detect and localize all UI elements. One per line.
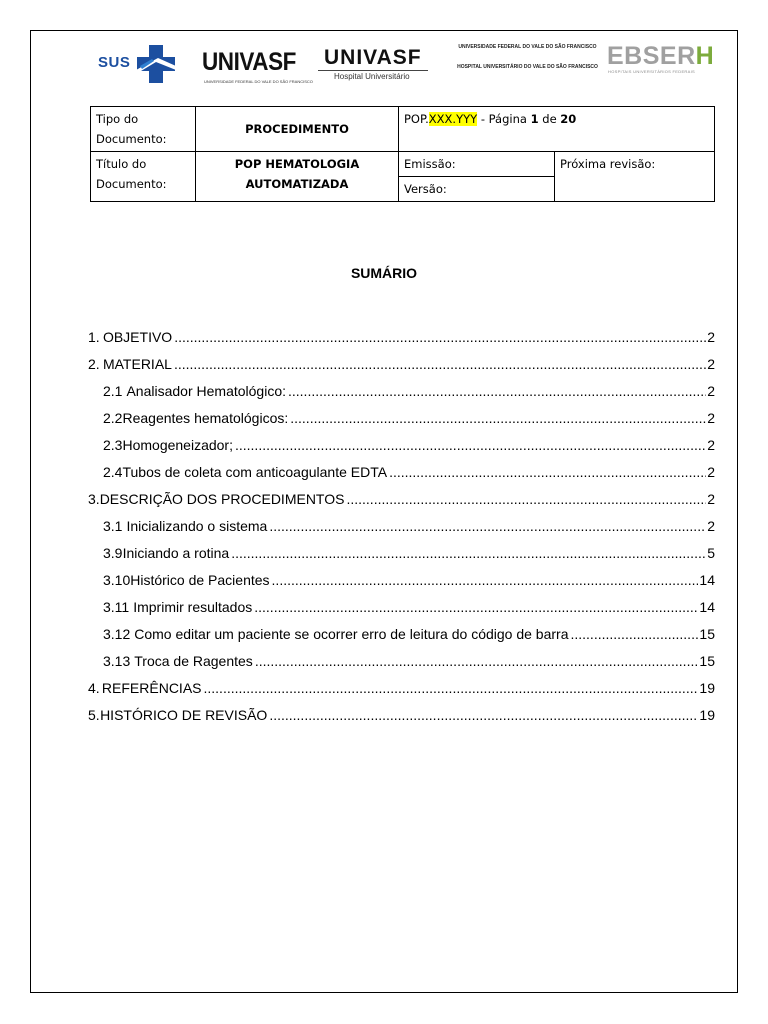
toc-leader — [389, 459, 706, 486]
toc-item[interactable] — [88, 675, 715, 702]
toc-item-number: 2.2 — [103, 410, 123, 426]
ebserh-logo-main: EBSER — [607, 42, 696, 70]
versao-label: Versão: — [399, 177, 555, 202]
toc-item-label: Histórico de Pacientes — [130, 572, 270, 588]
ebserh-logo-subtitle: HOSPITAIS UNIVERSITÁRIOS FEDERAIS — [608, 69, 695, 74]
toc-item-label: Iniciando a rotina — [122, 545, 230, 561]
toc-item-label: Homogeneizador; — [122, 437, 233, 453]
toc-leader — [288, 378, 706, 405]
toc-item-number: 5. — [88, 707, 100, 723]
titulo-value — [196, 152, 399, 202]
toc-leader — [174, 324, 706, 351]
institution-line-2: HOSPITAL UNIVERSITÁRIO DO VALE DO SÃO FRANCISCO — [457, 64, 598, 70]
toc-item-page: 14 — [699, 572, 715, 588]
toc-leader — [235, 432, 706, 459]
toc-item-label: HISTÓRICO DE REVISÃO — [100, 707, 268, 723]
toc-item-label: Tubos de coleta com anticoagulante EDTA — [122, 464, 388, 480]
titulo-value-line-2: AUTOMATIZADA — [245, 177, 349, 191]
toc-item-number: 2.3 — [103, 437, 123, 453]
toc-item-page: 15 — [699, 626, 715, 642]
hu-logo-rule — [318, 70, 428, 71]
univasf-logo-subtitle: UNIVERSIDADE FEDERAL DO VALE DO SÃO FRANCISCO — [204, 79, 313, 84]
toc-item[interactable] — [88, 648, 715, 675]
toc-item-page: 19 — [699, 680, 715, 696]
header-logos — [90, 40, 715, 90]
toc-leader — [570, 621, 698, 648]
toc-leader — [231, 540, 706, 567]
toc-item[interactable] — [88, 594, 715, 621]
toc-item-number: 3.9 — [103, 545, 123, 561]
pop-pagina: - Página — [477, 112, 531, 126]
toc-item[interactable] — [88, 486, 715, 513]
toc-leader — [272, 567, 699, 594]
ebserh-logo — [606, 42, 715, 86]
toc-leader — [269, 702, 698, 729]
titulo-label: Título do Documento: — [91, 152, 196, 202]
toc-item-page: 2 — [707, 464, 715, 480]
toc-item[interactable] — [88, 432, 715, 459]
toc-item-label: MATERIAL — [102, 356, 172, 372]
toc-item-label: Troca de Ragentes — [134, 653, 253, 669]
toc-item[interactable] — [88, 378, 715, 405]
toc-item-page: 2 — [707, 491, 715, 507]
toc-item[interactable] — [88, 459, 715, 486]
toc-item-label: Como editar um paciente se ocorrer erro de leitura do código de barra — [134, 626, 569, 642]
toc-item[interactable] — [88, 324, 715, 351]
toc-item-number: 3.1 — [103, 518, 123, 534]
toc-item-number: 4. — [88, 680, 100, 696]
hu-logo-subtitle: Hospital Universitário — [334, 72, 410, 81]
toc-item-page: 14 — [699, 599, 715, 615]
toc-item-label: REFERÊNCIAS — [101, 680, 202, 696]
toc-leader — [346, 486, 706, 513]
tipo-label: Tipo do Documento: — [91, 107, 196, 152]
toc-leader — [204, 675, 699, 702]
sus-logo-text: SUS — [98, 54, 131, 71]
pop-prefix: POP. — [404, 112, 429, 126]
toc-item-number: 3.11 — [103, 599, 130, 615]
toc-item-label: Reagentes hematológicos: — [122, 410, 289, 426]
toc-item-page: 2 — [707, 518, 715, 534]
page-de: de — [538, 112, 561, 126]
toc-item-page: 15 — [699, 653, 715, 669]
toc-item[interactable] — [88, 540, 715, 567]
toc-leader — [254, 594, 698, 621]
pop-code: XXX.YYY — [428, 112, 478, 126]
toc-item-page: 5 — [707, 545, 715, 561]
toc-item-number: 2.4 — [103, 464, 123, 480]
toc-item-number: 3. — [88, 491, 100, 507]
sus-cross-icon — [136, 44, 176, 84]
toc-leader — [269, 513, 706, 540]
sus-logo — [96, 42, 176, 82]
table-row — [91, 107, 715, 152]
institution-line-1: UNIVERSIDADE FEDERAL DO VALE DO SÃO FRANCISCO — [458, 44, 597, 50]
toc-item-page: 2 — [707, 410, 715, 426]
pop-code-cell — [399, 107, 715, 152]
emissao-label: Emissão: — [399, 152, 555, 177]
toc-item-label: OBJETIVO — [102, 329, 173, 345]
proxima-revisao-label: Próxima revisão: — [555, 152, 715, 202]
toc-item-number: 3.12 — [103, 626, 131, 642]
page-current: 1 — [530, 112, 539, 126]
toc-item-page: 19 — [699, 707, 715, 723]
toc-item-label: Imprimir resultados — [133, 599, 253, 615]
toc-item-page: 2 — [707, 329, 715, 345]
toc-item-number: 3.13 — [103, 653, 131, 669]
toc-item-number: 3.10 — [103, 572, 131, 588]
toc-leader — [290, 405, 706, 432]
toc-item-page: 2 — [707, 437, 715, 453]
table-of-contents — [88, 324, 715, 729]
institution-names — [445, 44, 610, 70]
toc-item-label: Analisador Hematológico: — [126, 383, 286, 399]
toc-item[interactable] — [88, 621, 715, 648]
toc-item-number: 2. — [88, 356, 100, 372]
univasf-logo-text: UNIVASF — [202, 48, 296, 76]
toc-item[interactable] — [88, 702, 715, 729]
toc-leader — [174, 351, 706, 378]
toc-item-number: 1. — [88, 329, 100, 345]
toc-item[interactable] — [88, 351, 715, 378]
toc-item[interactable] — [88, 405, 715, 432]
ebserh-logo-text — [607, 42, 714, 71]
ebserh-logo-h: H — [695, 42, 715, 70]
toc-item[interactable] — [88, 513, 715, 540]
toc-leader — [255, 648, 699, 675]
toc-item[interactable] — [88, 567, 715, 594]
sumario-title: SUMÁRIO — [350, 265, 418, 281]
titulo-value-line-1: POP HEMATOLOGIA — [234, 157, 360, 171]
univasf-logo — [202, 42, 313, 86]
document-header-table — [90, 106, 715, 202]
toc-item-number: 2.1 — [103, 383, 123, 399]
table-row — [91, 152, 715, 177]
tipo-value: PROCEDIMENTO — [196, 107, 399, 152]
toc-item-page: 2 — [707, 356, 715, 372]
toc-item-page: 2 — [707, 383, 715, 399]
hu-logo-text: UNIVASF — [324, 46, 422, 69]
page-total: 20 — [560, 112, 577, 126]
toc-item-label: DESCRIÇÃO DOS PROCEDIMENTOS — [99, 491, 345, 507]
hospital-universitario-logo — [318, 42, 430, 86]
toc-item-label: Inicializando o sistema — [126, 518, 268, 534]
